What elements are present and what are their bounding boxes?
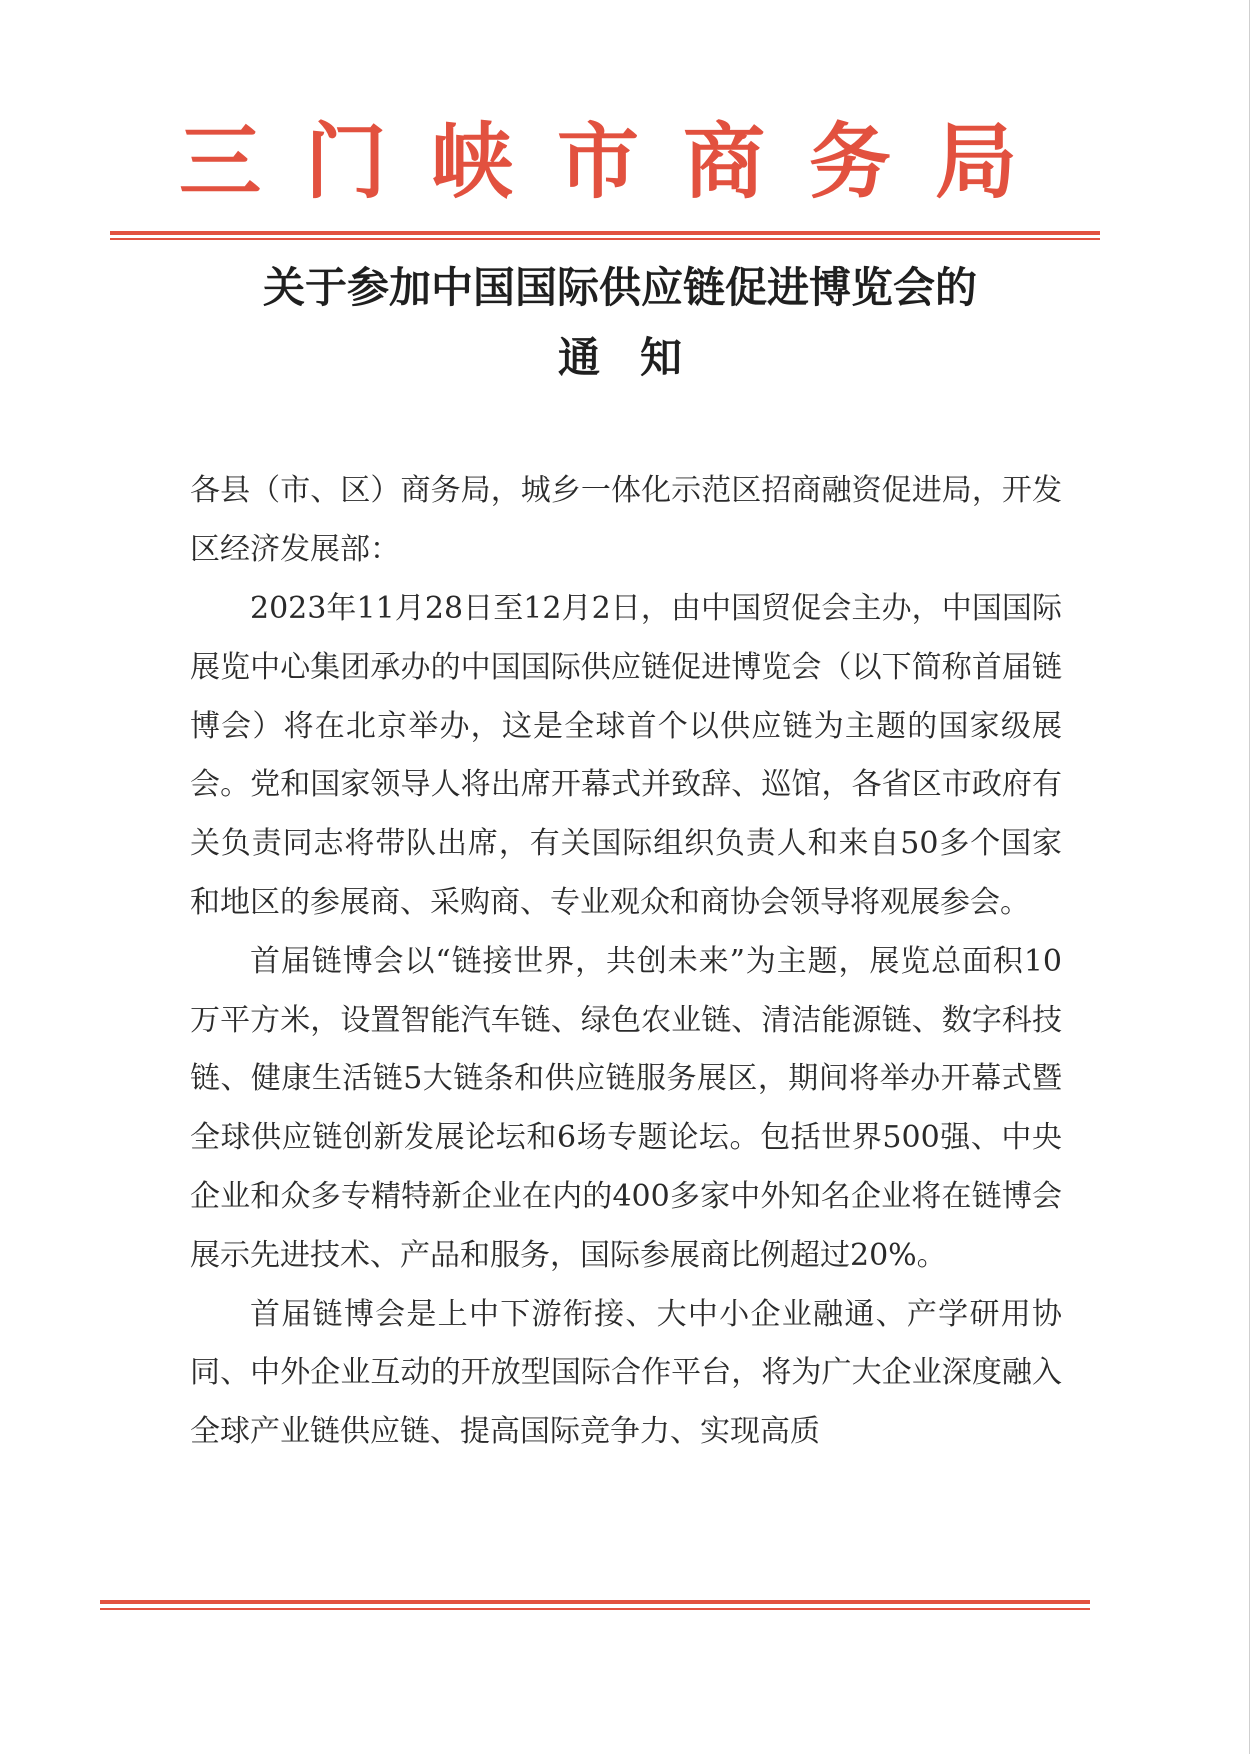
paragraph-3: 首届链博会是上中下游衔接、大中小企业融通、产学研用协同、中外企业互动的开放型国际合作平台，将为广大企业深度融入全球产业链供应链、提高国际竞争力、实现高质 xyxy=(190,1296,1062,1450)
footer-rule-thick xyxy=(100,1600,1090,1604)
letterhead-rule-thin xyxy=(110,238,1100,240)
body-paragraphs xyxy=(190,580,1062,1462)
paragraph-2: 首届链博会以“链接世界，共创未来”为主题，展览总面积10万平方米，设置智能汽车链、绿色农业链、清洁能源链、数字科技链、健康生活链5大链条和供应链服务展区，期间将举办开幕式暨全球供应链创新发展论坛和6场专题论坛。包括世界500强、中央企业和众多专精特新企业在内的400多家中外知名企业将在链博会展示先进技术、产品和服务，国际参展商比例超过20%。 xyxy=(190,943,1062,1273)
paragraph-1: 2023年11月28日至12月2日，由中国贸促会主办，中国国际展览中心集团承办的中国国际供应链促进博览会（以下简称首届链博会）将在北京举办，这是全球首个以供应链为主题的国家级展会。党和国家领导人将出席开幕式并致辞、巡馆，各省区市政府有关负责同志将带队出席，有关国际组织负责人和来自50多个国家和地区的参展商、采购商、专业观众和商协会领导将观展参会。 xyxy=(190,591,1062,920)
document-title-line-2: 通知 xyxy=(557,333,722,382)
footer-rule-thin xyxy=(100,1608,1090,1610)
page-edge xyxy=(1249,0,1250,1754)
salutation-text: 各县（市、区）商务局，城乡一体化示范区招商融资促进局，开发区经济发展部： xyxy=(190,473,1062,567)
letterhead-org-name: 三门峡市商务局 xyxy=(178,114,1061,210)
letterhead-rule-thick xyxy=(110,231,1100,235)
document-title-line-1: 关于参加中国国际供应链促进博览会的 xyxy=(262,263,977,312)
salutation xyxy=(190,462,1062,580)
